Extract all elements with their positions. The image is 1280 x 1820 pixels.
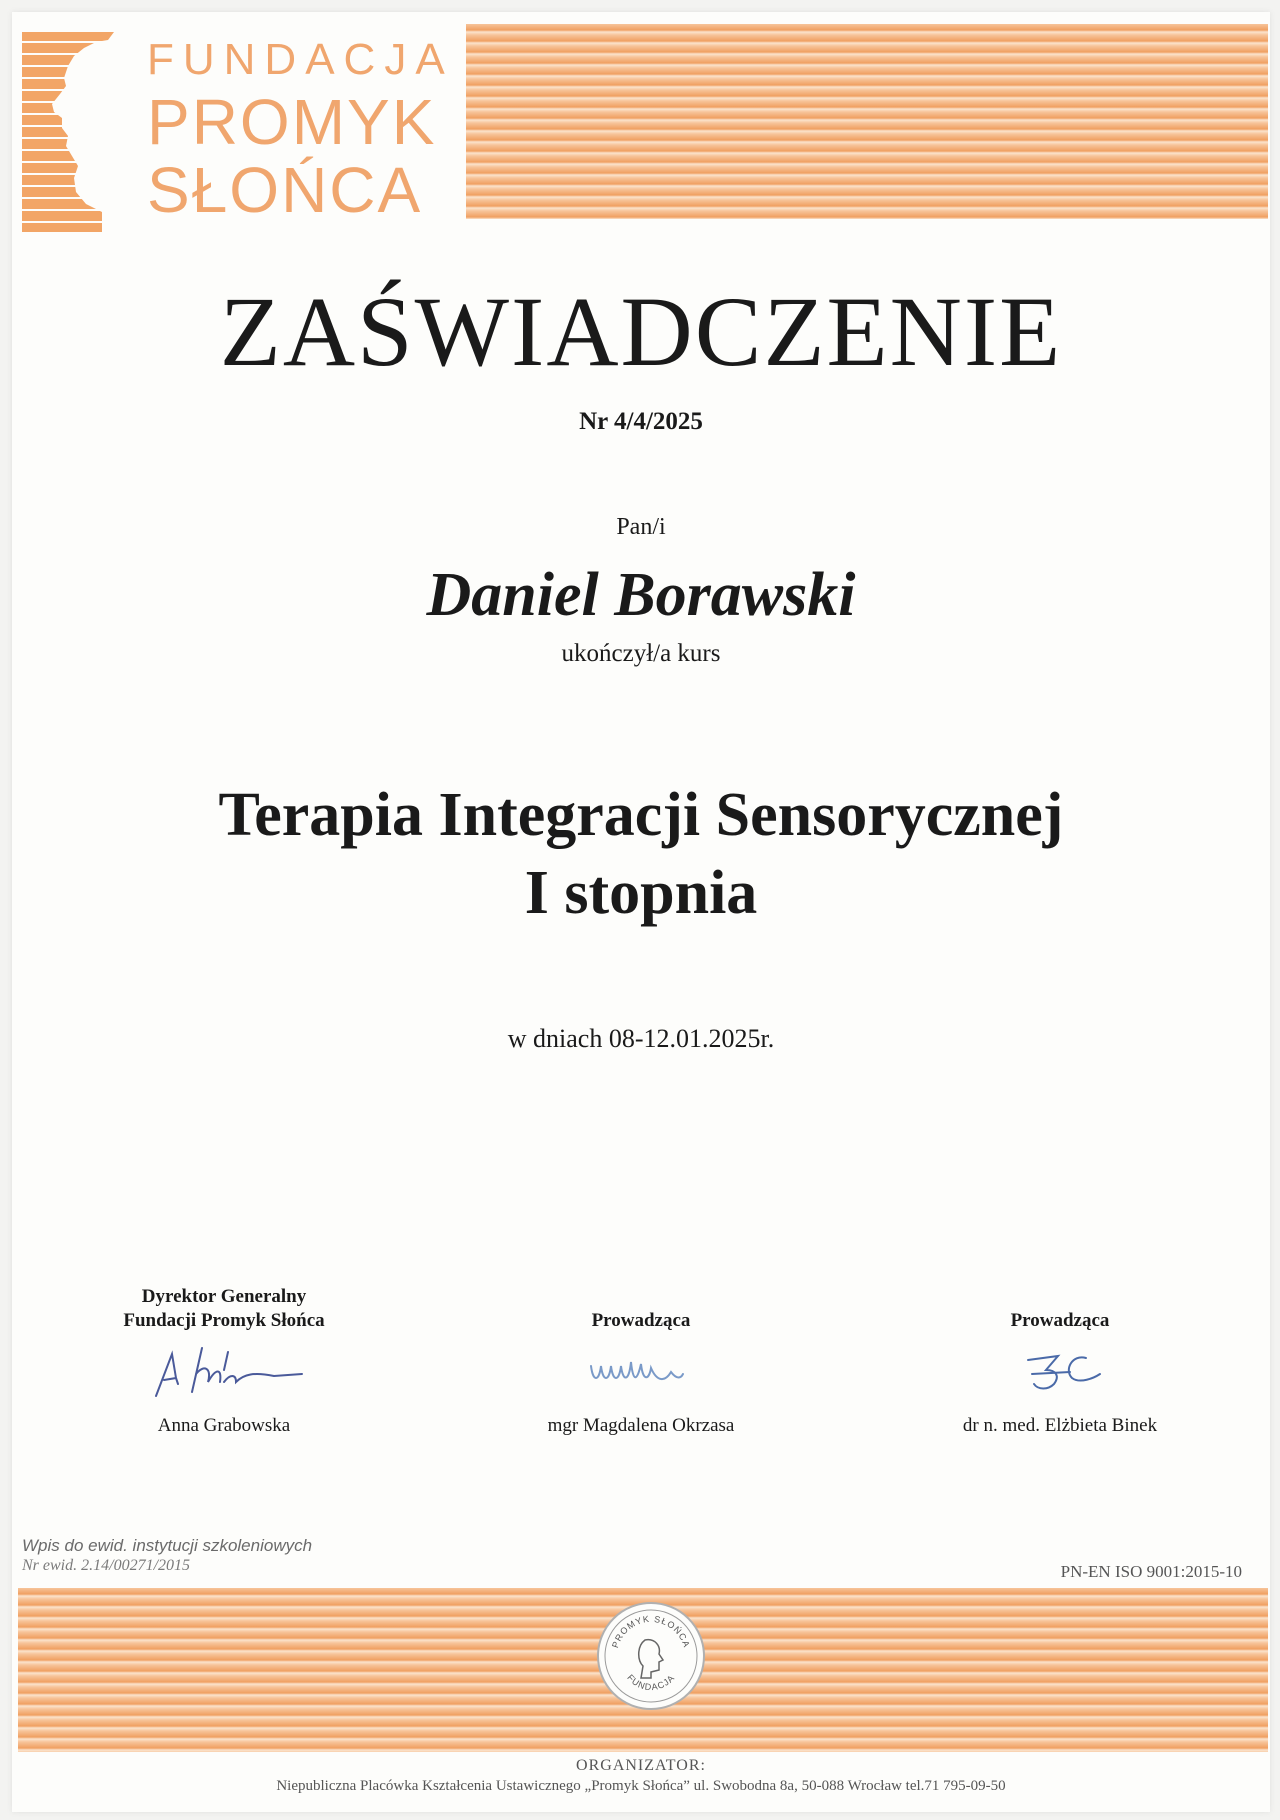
- signature-role: [54, 1282, 394, 1334]
- iso-standard: PN-EN ISO 9001:2015-10: [1060, 1562, 1242, 1581]
- profile-head-icon: [639, 1640, 663, 1678]
- registry-info: [22, 1536, 312, 1576]
- svg-text:PROMYK SŁOŃCA: [610, 1614, 692, 1649]
- profile-silhouette-icon: [22, 32, 142, 232]
- seal-bottom-text: FUNDACJA: [625, 1672, 677, 1693]
- course-dates: w dniach 08-12.01.2025r.: [507, 1024, 775, 1053]
- signatory-name: dr n. med. Elżbieta Binek: [962, 1415, 1158, 1436]
- signatory-name: Anna Grabowska: [157, 1415, 291, 1436]
- course-title-line2: I stopnia: [524, 858, 758, 927]
- logo-line-slonca: SŁOŃCA: [147, 154, 423, 226]
- logo-line-promyk: PROMYK: [147, 86, 437, 158]
- completed-text: ukończył/a kurs: [561, 640, 721, 667]
- course-title-line1: Terapia Integracji Sensorycznej: [218, 781, 1064, 849]
- certificate-title: ZAŚWIADCZENIE: [219, 276, 1063, 387]
- foundation-logo: [22, 32, 454, 232]
- recipient-name: Daniel Borawski: [426, 561, 856, 629]
- signature-role-line1: Dyrektor Generalny: [141, 1285, 307, 1307]
- logo-wordmark: [147, 32, 454, 226]
- signature-role-line2: Fundacji Promyk Słońca: [123, 1310, 325, 1332]
- logo-line-fundacja: FUNDACJA: [147, 35, 454, 84]
- registry-number: Nr ewid. 2.14/00271/2015: [22, 1557, 191, 1575]
- signature-block-instructor-1: [471, 1282, 811, 1437]
- handwritten-signature: [960, 1334, 1160, 1404]
- header-stripes: [466, 24, 1268, 219]
- organizer-address: Niepubliczna Placówka Kształcenia Ustawicznego „Promyk Słońca” ul. Swobodna 8a, 50-088 Wrocław tel.71 795-09-50: [276, 1778, 1006, 1794]
- signature-block-instructor-2: [890, 1282, 1230, 1437]
- handwritten-signature: [124, 1334, 324, 1404]
- registry-label: Wpis do ewid. instytucji szkoleniowych: [22, 1536, 313, 1555]
- course-title: [12, 777, 1270, 932]
- seal-icon: [599, 1604, 703, 1708]
- signature-block-director: [54, 1282, 394, 1437]
- seal-top-text: PROMYK SŁOŃCA: [610, 1613, 692, 1650]
- signature-role: [471, 1282, 811, 1334]
- foundation-seal: [597, 1602, 705, 1710]
- certificate-page: [12, 12, 1270, 1812]
- signature-role: [890, 1282, 1230, 1334]
- organizer-label: ORGANIZATOR:: [576, 1757, 706, 1774]
- signatory-name: mgr Magdalena Okrzasa: [547, 1415, 735, 1436]
- salutation: Pan/i: [616, 514, 666, 540]
- handwritten-signature: [541, 1334, 741, 1404]
- signature-role-line2: Prowadząca: [591, 1310, 691, 1332]
- signature-role-line2: Prowadząca: [1010, 1310, 1110, 1332]
- certificate-number: Nr 4/4/2025: [579, 408, 703, 435]
